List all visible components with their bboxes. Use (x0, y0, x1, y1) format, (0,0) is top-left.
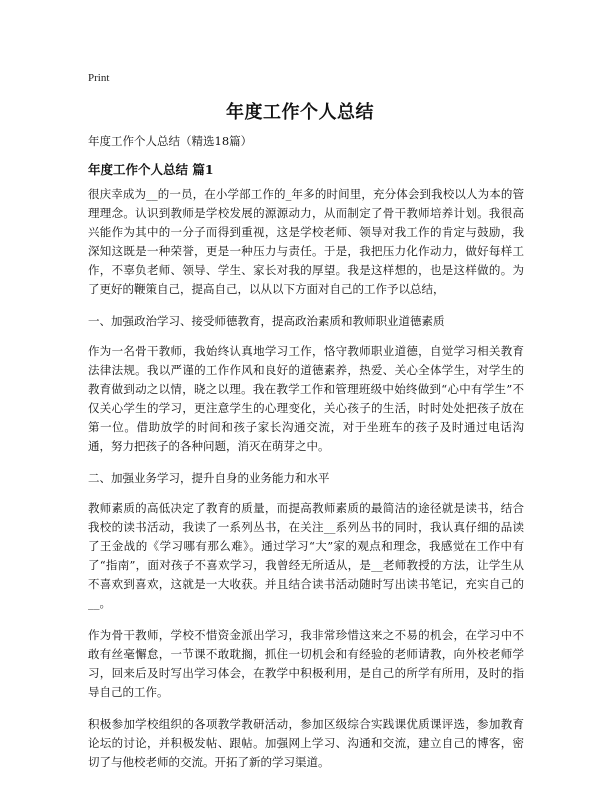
paragraph-intro: 很庆幸成为__的一员，在小学部工作的_年多的时间里，充分体会到我校以人为本的管理理念。认识到教师是学校发展的源源动力，从而制定了骨干教师培养计划。我很高兴能作为其中的一分子而得到重视，这是学校老师、领导对我工作的肯定与鼓励，我深知这既是一种荣誉，更是一种压力与责任。于是，我把压力化作动力，做好每样工作，不辜负老师、领导、学生、家长对我的厚望。我是这样想的，也是这样做的。为了更好的鞭策自己，提高自己，以从以下方面对自己的工作予以总结， (88, 187, 524, 296)
document-subtitle: 年度工作个人总结（精选18篇） (88, 134, 253, 148)
document-title: 年度工作个人总结 (226, 102, 374, 123)
paragraph-reading: 教师素质的高低决定了教育的质量，而提高教师素质的最简洁的途径就是读书，结合我校的读书活动，我读了一系列丛书，在关注__系列丛书的同时，我认真仔细的品读了王金战的《学习哪有那么难》。通过学习“大”家的观点和理念，我感觉在工作中有了“指南”，面对孩子不喜欢学习，我曾经无所适从，是__老师教授的方法，让学生从不喜欢到喜欢，这就是一大收获。并且结合读书活动随时写出读书笔记，充实自己的__。 (88, 501, 524, 610)
paragraph-activities: 积极参加学校组织的各项教学教研活动，参加区级综合实践课优质课评选，参加教育论坛的讨论，并积极发帖、跟帖。加强网上学习、沟通和交流，建立自己的博客，密切了与他校老师的交流。开拓了新的学习渠道。 (88, 717, 524, 769)
subheading-political-study: 一、加强政治学习、接受师德教育，提高政治素质和教师职业道德素质 (88, 314, 445, 328)
paragraph-training: 作为骨干教师，学校不惜资金派出学习，我非常珍惜这来之不易的机会，在学习中不敢有丝毫懈怠，一节课不敢耽搁，抓住一切机会和有经验的老师请教，向外校老师学习，回来后及时写出学习体会，在教学中积极利用，是自己的所学有所用，及时的指导自己的工作。 (88, 628, 524, 699)
print-link[interactable]: Print (88, 72, 110, 84)
subheading-professional-study: 二、加强业务学习，提升自身的业务能力和水平 (88, 471, 330, 485)
document-body (88, 185, 524, 785)
paragraph-ethics: 作为一名骨干教师，我始终认真地学习工作，恪守教师职业道德，自觉学习相关教育法律法规。我以严谨的工作作风和良好的道德素养，热爱、关心全体学生，对学生的教育做到动之以情，晓之以理。我在教学工作和管理班级中始终做到“心中有学生”不仅关心学生的学习，更注意学生的心理变化，关心孩子的生活，时时处处把孩子放在第一位。借助放学的时间和孩子家长沟通交流，对于坐班车的孩子及时通过电话沟通，努力把孩子的各种问题，消灭在萌芽之中。 (88, 344, 524, 453)
section-heading: 年度工作个人总结 篇1 (88, 162, 214, 177)
